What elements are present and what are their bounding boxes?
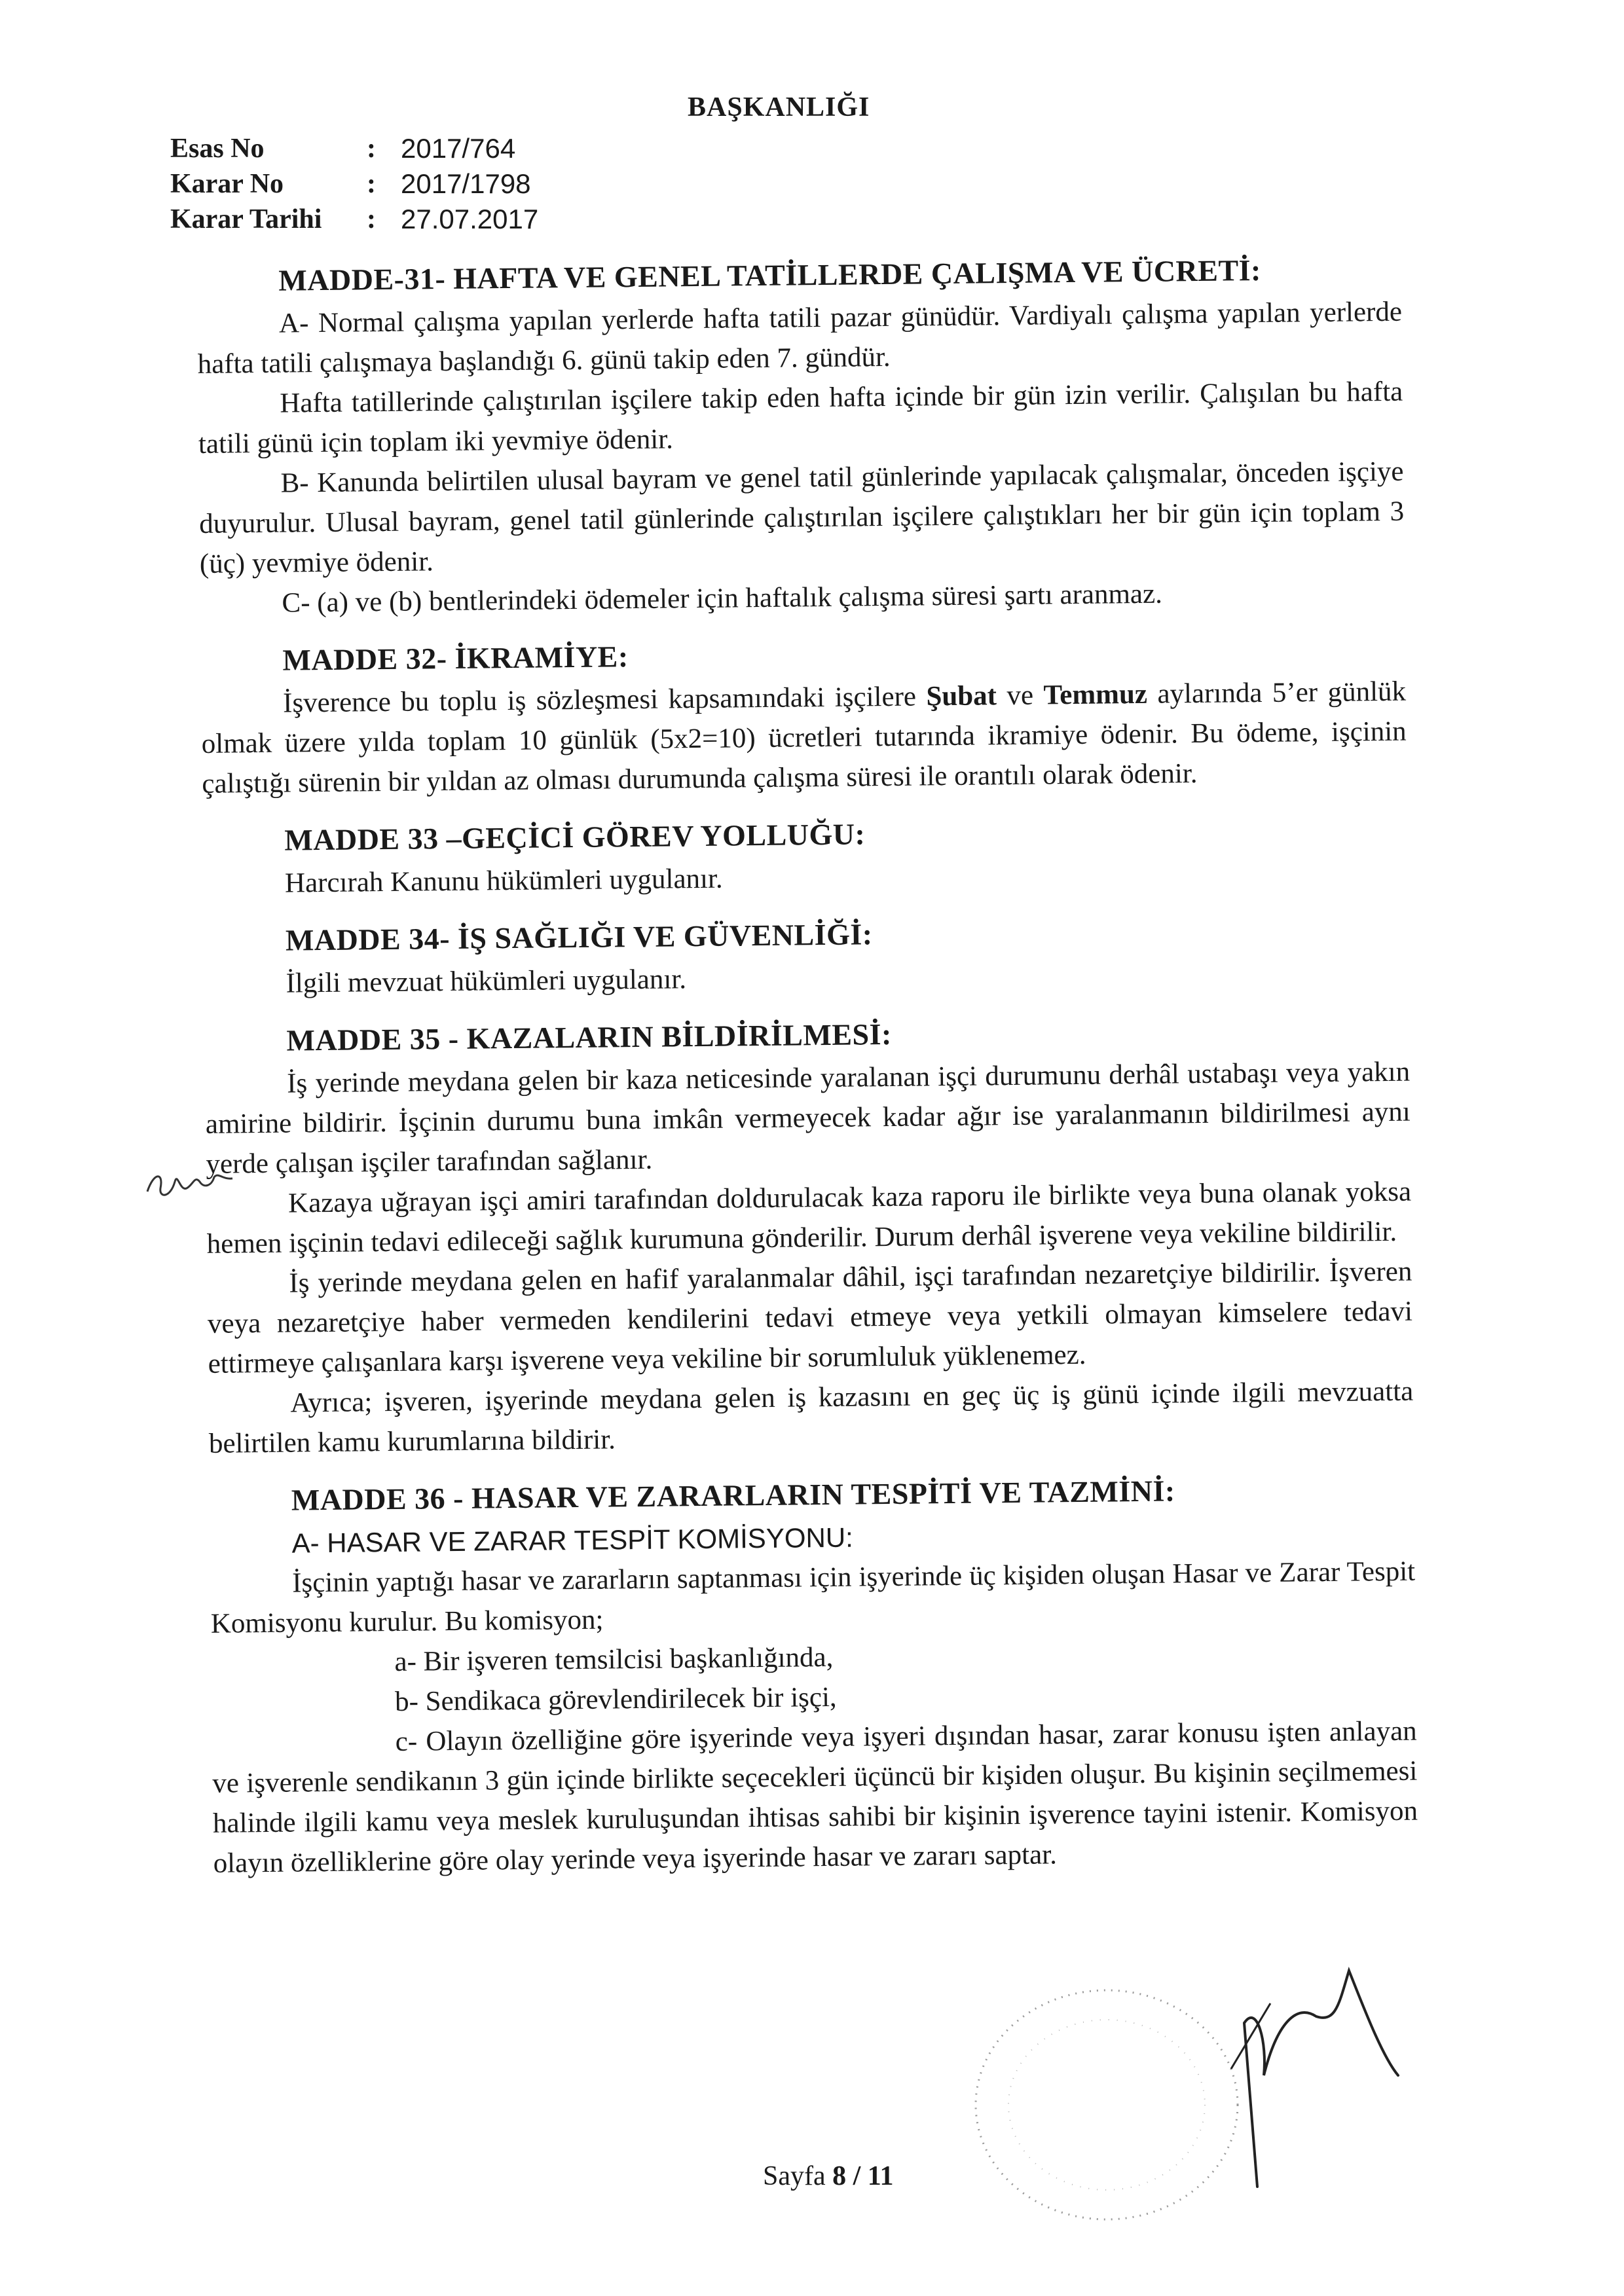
seal-stamp [950, 1964, 1264, 2246]
paragraph: c- Olayın özelliğine göre işyerinde veya işyeri dışından hasar, zarar konusu işten anlayan ve işverenle sendikanın 3 gün içinde birlikte seçecekleri üçüncü bir kişiden oluşur. Bu kişinin seçilmemesi halinde ilgili kamu veya meslek kuruluşundan ihtisas sahibi bir kişinin işverence tayini istenir. Komisyon olayın özelliklerine göre olay yerinde veya işyerinde hasar ve zararı saptar. [212, 1715, 1418, 1879]
paragraph: İlgili mevzuat hükümleri uygulanır. [286, 964, 687, 999]
case-info-value: 2017/764 [401, 133, 516, 164]
article-34 [204, 906, 1409, 1004]
case-info-row-karar [170, 166, 538, 202]
paragraph: A- Normal çalışma yapılan yerlerde hafta tatili pazar günüdür. Vardiyalı çalışma yapılan yerlerde hafta tatili çalışmaya başlandığı 6. günü takip eden 7. gündür. [197, 296, 1403, 380]
list-item: b- Sendikaca görevlendirilecek bir işçi, [394, 1681, 837, 1717]
month-emphasis: Şubat [926, 680, 997, 712]
paragraph: İş yerinde meydana gelen en hafif yaralanmalar dâhil, işçi tarafından nezaretçiye bildirilir. İşveren veya nezaretçiye haber vermeden kendilerini tedavi etmeye veya yetkili olmayan kimselere tedavi ettirmeye çalışanlara karşı işverene veya vekiline bir sorumluluk yüklenemez. [207, 1256, 1413, 1379]
paragraph: Ayrıca; işveren, işyerinde meydana gelen iş kazasını en geç üç iş günü içinde ilgili mevzuatta belirtilen kamu kurumlarına bildirir. [208, 1376, 1414, 1459]
page-footer [763, 2160, 894, 2192]
article-title: MADDE 34- İŞ SAĞLIĞI VE GÜVENLİĞİ: [285, 917, 873, 957]
paragraph: B- Kanunda belirtilen ulusal bayram ve genel tatil günlerinde yapılacak çalışmalar, önceden işçiye duyurulur. Ulusal bayram, genel tatil günlerinde çalıştırılan işçilere çalıştıkları her bir gün için toplam 3 (üç) yevmiye ödenir. [199, 456, 1405, 579]
page-label: Sayfa [763, 2161, 826, 2191]
document-body [196, 246, 1418, 1884]
signature [1218, 1925, 1414, 2200]
case-info-colon: : [367, 134, 376, 164]
article-title: MADDE 32- İKRAMİYE: [282, 640, 629, 677]
text-run: ve [996, 680, 1044, 712]
case-info-label: Karar Tarihi [170, 204, 322, 234]
paragraph: İşçinin yaptığı hasar ve zararların saptanması için işyerinde üç kişiden oluşan Hasar ve Zarar Tespit Komisyonu kurulur. Bu komisyon; [210, 1556, 1416, 1639]
article-31 [196, 246, 1405, 624]
paragraph: Harcırah Kanunu hükümleri uygulanır. [284, 863, 723, 899]
article-title: MADDE-31- HAFTA VE GENEL TATİLLERDE ÇALIŞMA VE ÜCRETİ: [278, 253, 1262, 297]
case-info-value: 27.07.2017 [401, 204, 539, 234]
paragraph: Hafta tatillerinde çalıştırılan işçilere takip eden hafta içinde bir gün izin verilir. Çalışılan bu hafta tatili günü için toplam iki yevmiye ödenir. [198, 376, 1403, 460]
paragraph: Kazaya uğrayan işçi amiri tarafından doldurulacak kaza raporu ile birlikte veya buna olanak yoksa hemen işçinin tedavi edileceği sağlık kurumuna gönderilir. Durum derhâl işverene veya vekiline bildirilir. [206, 1176, 1412, 1260]
article-title: MADDE 35 - KAZALARIN BİLDİRİLMESİ: [286, 1017, 893, 1057]
case-info-row-tarih [170, 202, 538, 237]
paragraph: C- (a) ve (b) bentlerindeki ödemeler için haftalık çalışma süresi şartı aranmaz. [282, 578, 1163, 619]
case-info-row-esas [170, 131, 538, 166]
paragraph: İş yerinde meydana gelen bir kaza neticesinde yaralanan işçi durumunu derhâl ustabaşı veya yakın amirine bildirir. İşçinin durumu buna imkân vermeyecek kadar ağır ise yaralanmanın bildirilmesi aynı yerde çalışan işçiler tarafından sağlanır. [205, 1056, 1411, 1180]
institution-title: BAŞKANLIĞI [688, 92, 870, 122]
case-info-value: 2017/1798 [401, 168, 531, 199]
initials-mark [141, 1152, 239, 1211]
article-35 [204, 1006, 1414, 1464]
month-emphasis: Temmuz [1043, 678, 1148, 711]
section-subtitle: A- HASAR VE ZARAR TESPİT KOMİSYONU: [291, 1522, 854, 1559]
case-info-colon: : [367, 169, 376, 199]
article-32 [200, 626, 1407, 804]
case-info-label: Karar No [170, 169, 284, 199]
text-run: İşverence bu toplu iş sözleşmesi kapsamındaki işçilere [282, 681, 927, 719]
case-info [170, 131, 538, 237]
case-info-colon: : [367, 204, 376, 234]
text-run: aylarında 5’er günlük olmak üzere yılda toplam 10 günlük (5x2=10) ücretleri tutarında ikramiye ödenir. Bu ödeme, işçinin çalıştığı sürenin bir yıldan az olması durumunda çalışma süresi ile orantılı olarak ödenir. [201, 676, 1407, 799]
article-36 [210, 1466, 1418, 1884]
article-title: MADDE 36 - HASAR VE ZARARLARIN TESPİTİ VE TAZMİNİ: [291, 1474, 1175, 1517]
page-number: 8 / 11 [832, 2161, 894, 2191]
list-item: a- Bir işveren temsilcisi başkanlığında, [394, 1641, 834, 1677]
article-33 [202, 806, 1408, 904]
paragraph [201, 672, 1407, 804]
case-info-label: Esas No [170, 134, 265, 164]
article-title: MADDE 33 –GEÇİCİ GÖREV YOLLUĞU: [284, 817, 866, 857]
